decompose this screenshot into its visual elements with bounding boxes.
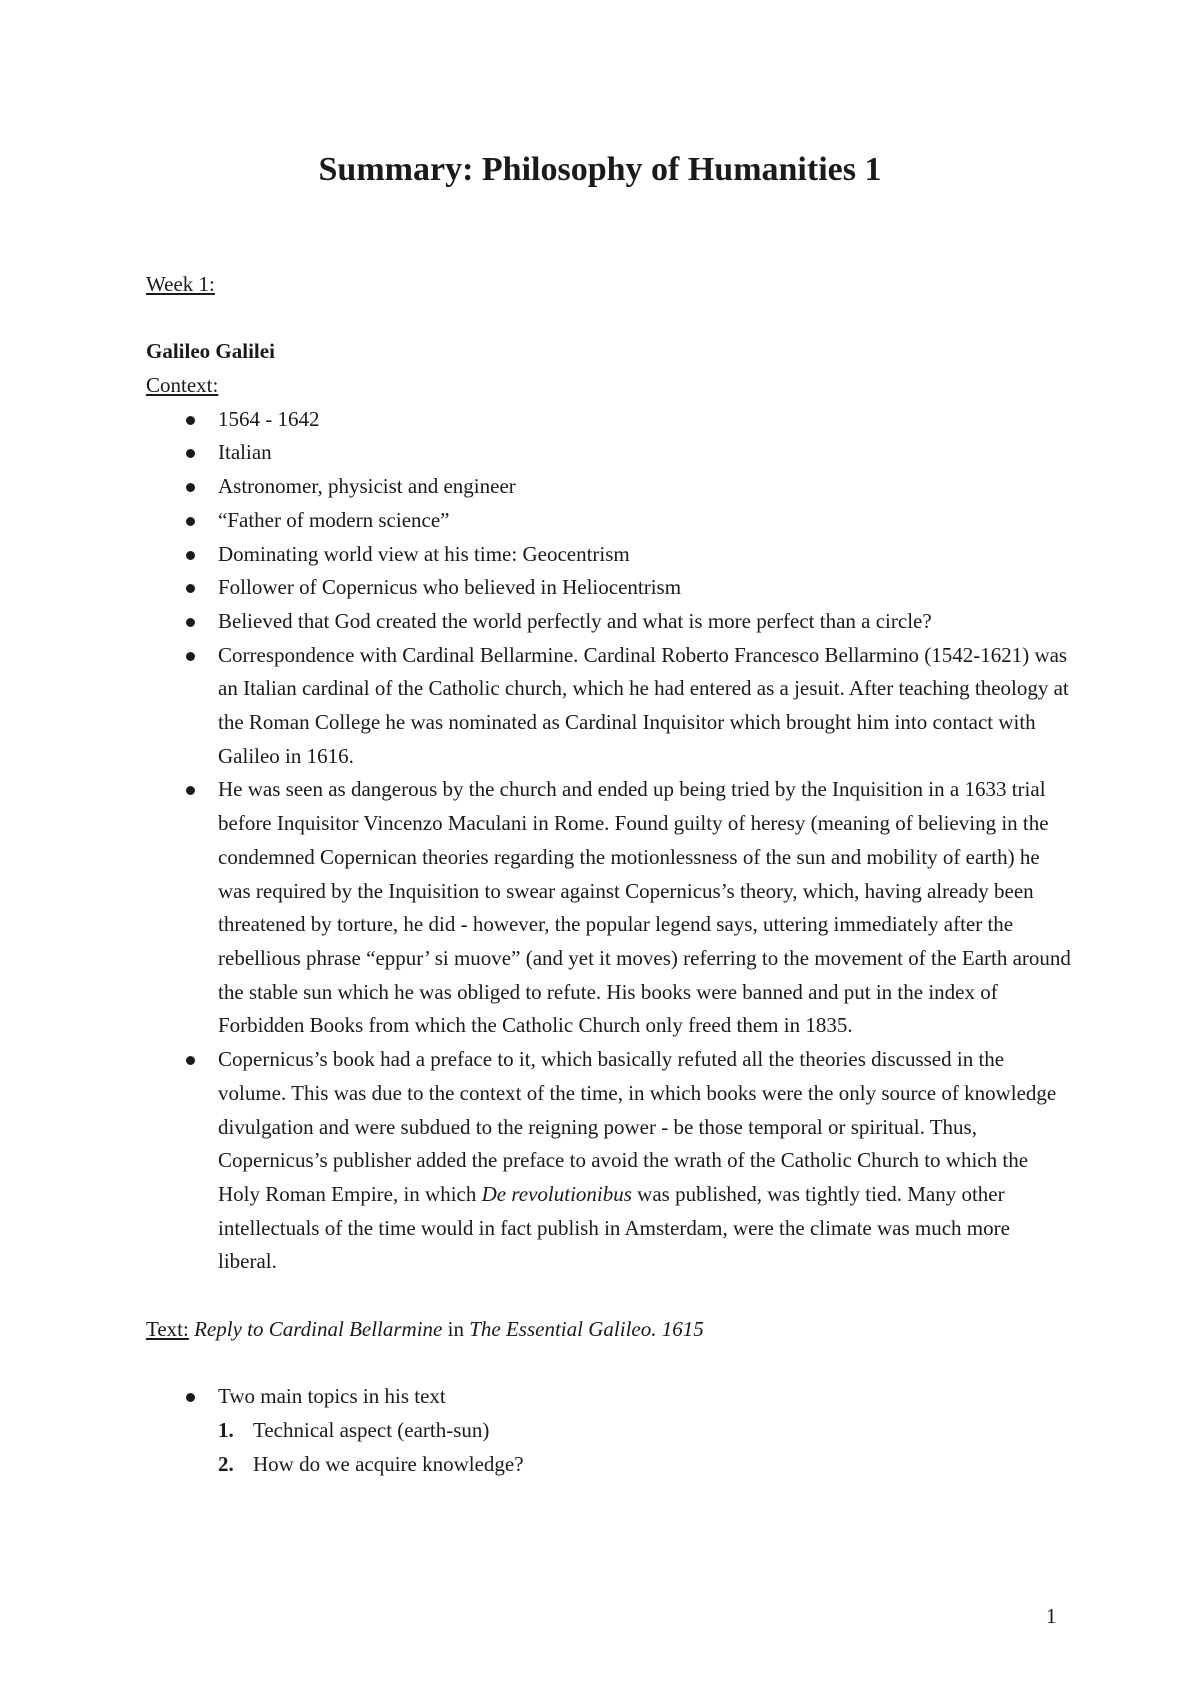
copernicus-book-title: De revolutionibus	[481, 1181, 632, 1206]
copernicus-text-before: Copernicus’s book had a preface to it, which basically refuted all the theories discussed in the volume. This was due to the context of the time, in which books were the only source of knowledge divulgation and were subdued to the reigning power - be those temporal or spiritual. Thus, Copernicus’s publisher added the preface to avoid the wrath of the Catholic Church to which the Holy Roman Empire, in which	[218, 1047, 1057, 1206]
copernicus-text-after: was published, was tightly tied. Many other intellectuals of the time would in fact publish in Amsterdam, were the climate was much more liberal.	[218, 1181, 1010, 1274]
spacer	[146, 1279, 1071, 1313]
list-item: Believed that God created the world perfectly and what is more perfect than a circle?	[146, 605, 1071, 639]
item-number: 1.	[218, 1417, 234, 1442]
list-item: Astronomer, physicist and engineer	[146, 470, 1071, 504]
section-heading: Galileo Galilei	[146, 339, 275, 364]
item-number: 2.	[218, 1451, 234, 1476]
list-item: Correspondence with Cardinal Bellarmine. Cardinal Roberto Francesco Bellarmino (1542-1621) was an Italian cardinal of the Catholic church, which he had entered as a jesuit. After teaching theology at the Roman College he was nominated as Cardinal Inquisitor which brought him into contact with Galileo in 1616.	[146, 639, 1071, 774]
list-item	[218, 1414, 1071, 1448]
page-title: Summary: Philosophy of Humanities 1	[318, 151, 882, 188]
week-label: Week 1:	[146, 272, 215, 296]
spacer	[146, 1346, 1071, 1380]
topics-numbered-list	[146, 1414, 1071, 1481]
text-label: Text:	[146, 1316, 189, 1341]
item-text: How do we acquire knowledge?	[253, 1451, 524, 1476]
page-number: 1	[1046, 1604, 1057, 1628]
list-item: Follower of Copernicus who believed in Heliocentrism	[146, 571, 1071, 605]
list-item: Dominating world view at his time: Geocentrism	[146, 538, 1071, 572]
topics-bullet-list	[146, 1380, 1071, 1414]
list-item-copernicus	[146, 1043, 1071, 1279]
text-work-title: Reply to Cardinal Bellarmine	[194, 1316, 443, 1341]
item-text: Technical aspect (earth-sun)	[253, 1417, 490, 1442]
text-reference	[146, 1313, 1071, 1347]
context-bullet-list	[146, 403, 1071, 1279]
text-book-title: The Essential Galileo. 1615	[469, 1316, 704, 1341]
context-label: Context:	[146, 373, 219, 398]
list-item: Italian	[146, 436, 1071, 470]
list-item: 1564 - 1642	[146, 403, 1071, 437]
spacer	[146, 302, 1071, 336]
text-connector: in	[442, 1316, 470, 1341]
list-item: He was seen as dangerous by the church and ended up being tried by the Inquisition in a 1633 trial before Inquisitor Vincenzo Maculani in Rome. Found guilty of heresy (meaning of believing in the condemned Copernican theories regarding the motionlessness of the sun and mobility of earth) he was required by the Inquisition to swear against Copernicus’s theory, which, having already been threatened by torture, he did - however, the popular legend says, uttering immediately after the rebellious phrase “eppur’ si muove” (and yet it moves) referring to the movement of the Earth around the stable sun which he was obliged to refute. His books were banned and put in the index of Forbidden Books from which the Catholic Church only freed them in 1835.	[146, 773, 1071, 1043]
list-item: Two main topics in his text	[146, 1380, 1071, 1414]
list-item: “Father of modern science”	[146, 504, 1071, 538]
page-content	[146, 268, 1071, 1481]
list-item	[218, 1448, 1071, 1482]
